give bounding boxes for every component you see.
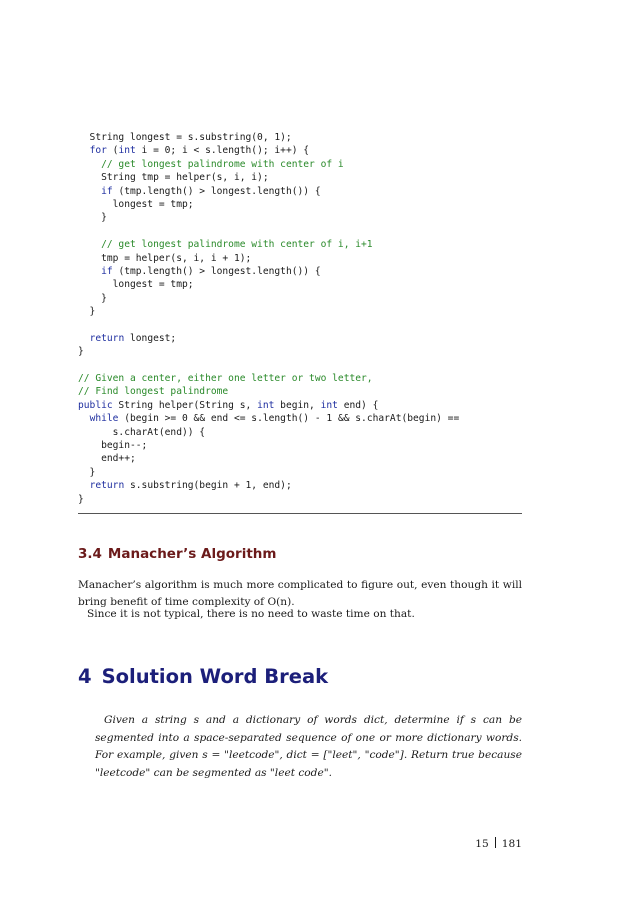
code-text: String longest = s.substring(0, 1); [78, 132, 292, 143]
code-line [78, 171, 522, 184]
code-line [78, 198, 522, 211]
code-text: ( [106, 145, 119, 157]
chapter-heading [78, 665, 328, 688]
code-line [78, 265, 522, 278]
code-text [78, 239, 101, 250]
code-line [78, 399, 522, 412]
code-text: s.charAt(end)) { [78, 426, 206, 438]
code-text: } [78, 466, 96, 478]
code-text [78, 186, 101, 197]
code-line [78, 318, 522, 331]
problem-statement: Given a string s and a dictionary of words dict, determine if s can be segmented into a space-separated sequence of one or more dictionary words. For example, given s = "leetcode", dict = ["leet", "code"]. Return true because "leetcode" can be segmented as "leet code". [95, 714, 522, 779]
total-pages: 181 [501, 838, 522, 850]
page-number [475, 837, 522, 850]
code-comment: // get longest palindrome with center of i, i+1 [101, 239, 373, 251]
chapter-title: Solution Word Break [101, 665, 329, 688]
code-keyword: int [320, 399, 338, 411]
code-line [78, 359, 522, 372]
code-line [78, 345, 522, 358]
code-text: begin--; [78, 439, 148, 451]
code-text: tmp = helper(s, i, i + 1); [78, 252, 252, 264]
code-text: i = 0; i < s.length(); i++) { [135, 145, 310, 157]
code-text: } [78, 346, 84, 358]
code-text: end) { [337, 399, 379, 411]
code-text: } [78, 212, 107, 224]
chapter-number: 4 [78, 665, 92, 688]
code-keyword: public [78, 399, 113, 411]
code-text: longest = tmp; [78, 279, 194, 291]
code-line [78, 131, 522, 144]
code-comment: // Find longest palindrome [78, 386, 229, 398]
code-comment: // get longest palindrome with center of i [101, 158, 344, 170]
code-keyword: return [89, 480, 125, 492]
code-line [78, 185, 522, 198]
code-line [78, 452, 522, 465]
code-text: String tmp = helper(s, i, i); [78, 172, 269, 184]
code-text [78, 159, 101, 170]
code-keyword: for [89, 145, 107, 157]
code-text: begin, [274, 399, 321, 411]
section-number: 3.4 [78, 546, 102, 562]
code-text: } [78, 292, 107, 304]
code-text: longest; [124, 332, 177, 344]
code-listing [78, 131, 522, 506]
code-keyword: int [118, 145, 136, 157]
code-text: (begin >= 0 && end <= s.length() - 1 && s.charAt(begin) == [118, 413, 460, 425]
code-line [78, 238, 522, 251]
page-separator [495, 837, 496, 848]
code-text: (tmp.length() > longest.length()) { [112, 185, 321, 197]
code-line [78, 305, 522, 318]
code-text [78, 333, 90, 344]
code-text: (tmp.length() > longest.length()) { [112, 265, 321, 277]
current-page: 15 [475, 838, 489, 850]
code-line [78, 412, 522, 425]
body-paragraph: Since it is not typical, there is no need to waste time on that. [87, 608, 415, 620]
code-line [78, 252, 522, 265]
code-line [78, 426, 522, 439]
code-line [78, 479, 522, 492]
code-line [78, 211, 522, 224]
code-line [78, 372, 522, 385]
code-text [78, 413, 90, 424]
code-text [78, 480, 90, 491]
section-heading [78, 546, 276, 562]
code-line [78, 292, 522, 305]
code-line [78, 466, 522, 479]
code-line [78, 144, 522, 157]
code-keyword: if [101, 185, 113, 197]
code-line [78, 278, 522, 291]
code-keyword: while [89, 413, 119, 425]
code-bottom-rule [78, 513, 522, 514]
code-keyword: int [257, 399, 275, 411]
code-text: end++; [78, 453, 136, 465]
code-keyword: return [89, 332, 125, 344]
code-line [78, 493, 522, 506]
code-comment: // Given a center, either one letter or two letter, [78, 373, 373, 385]
code-text: s.substring(begin + 1, end); [124, 480, 292, 492]
body-paragraph: Manacher’s algorithm is much more complicated to figure out, even though it will bring benefit of time complexity of O(n). [78, 579, 522, 608]
code-text [78, 145, 90, 156]
code-line [78, 158, 522, 171]
code-line [78, 439, 522, 452]
code-line [78, 385, 522, 398]
code-text: } [78, 493, 84, 505]
code-text: } [78, 306, 96, 318]
code-keyword: if [101, 265, 113, 277]
code-text: String helper(String s, [112, 399, 258, 411]
code-text: longest = tmp; [78, 198, 194, 210]
code-line [78, 332, 522, 345]
code-line [78, 225, 522, 238]
section-title: Manacher’s Algorithm [107, 546, 277, 562]
code-text [78, 266, 101, 277]
